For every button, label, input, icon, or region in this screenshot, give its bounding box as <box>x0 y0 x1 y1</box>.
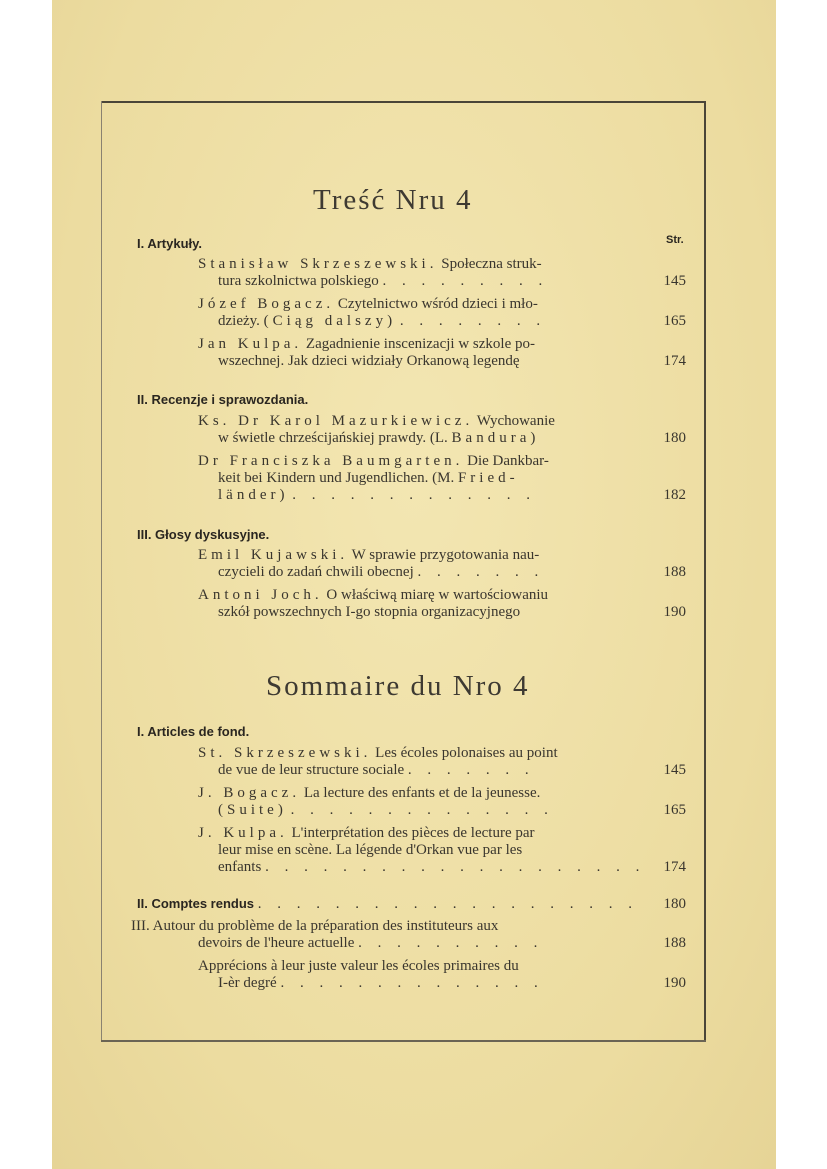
entry-author: Dr Franciszka Baumgarten. <box>198 453 464 469</box>
entry-page-number: 190 <box>663 604 686 620</box>
entry-line <box>198 453 549 470</box>
entry-page-number: 174 <box>663 859 686 875</box>
entry-page-number: 165 <box>663 802 686 818</box>
entry-line <box>218 430 539 447</box>
entry-author: J. Bogacz. <box>198 785 301 801</box>
entry-line: I-èr degré . . . . . . . . . . . . . . <box>218 975 544 991</box>
page-column-label: Str. <box>666 234 684 246</box>
entry-title: Czytelnictwo wśród dzieci i mło- <box>337 296 538 312</box>
entry-title: O właściwą miarę w wartościowaniu <box>326 587 549 603</box>
entry-line <box>218 470 519 487</box>
entry-line <box>198 413 555 430</box>
entry-line: czycieli do zadań chwili obecnej . . . . . . . <box>218 564 545 580</box>
entry-author: J. Kulpa. <box>198 825 288 841</box>
entry-author: Stanisław Skrzeszewski. <box>198 256 438 272</box>
entry-title: Apprécions à leur juste valeur les écoles primaires du <box>198 958 519 974</box>
entry-page-number: 174 <box>663 353 686 369</box>
entry-line: de vue de leur structure sociale . . . . . . . <box>218 762 535 778</box>
section-heading-articles-fr: I. Articles de fond. <box>137 724 250 739</box>
section-heading-reviews-fr: II. Comptes rendus <box>137 896 255 911</box>
entry-page-number: 188 <box>663 564 686 580</box>
section-heading-discussion-fr: III. Autour du problème de la préparation des instituteurs aux <box>131 918 499 934</box>
entry-line <box>198 745 558 762</box>
entry-page-number: 165 <box>663 313 686 329</box>
section-heading-reviews: II. Recenzje i sprawozdania. <box>137 392 309 407</box>
entry-author: Jan Kulpa. <box>198 336 303 352</box>
entry-title-cont: w świetle chrześcijańskiej prawdy. (L. <box>218 430 448 446</box>
entry-line <box>198 587 548 604</box>
entry-line: devoirs de l'heure actuelle . . . . . . . . . . <box>198 935 544 951</box>
entry-line <box>198 336 535 353</box>
entry-title: La lecture des enfants et de la jeunesse. <box>303 785 541 801</box>
entry-title: L'interprétation des pièces de lecture par <box>291 825 535 841</box>
section-heading-articles: I. Artykuły. <box>137 236 203 251</box>
entry-page-number: 145 <box>663 273 686 289</box>
frame-border-right <box>704 101 706 1041</box>
entry-reviewer: Bandura) <box>451 430 540 446</box>
entry-title-cont: de vue de leur structure sociale <box>218 762 405 778</box>
entry-line: tura szkolnictwa polskiego . . . . . . . . . <box>218 273 549 289</box>
entry-line <box>198 256 542 273</box>
entry-line: dzieży. (Ciąg dalszy) . . . . . . . . <box>218 313 547 329</box>
entry-page-number: 180 <box>663 430 686 446</box>
entry-reviewer-cont: länder) <box>218 487 289 503</box>
entry-title-cont: I-èr degré <box>218 975 277 991</box>
entry-reviewer: Fried- <box>457 470 519 486</box>
entry-line: II. Comptes rendus . . . . . . . . . . . . . . . . . . . . <box>137 896 639 912</box>
entry-title-cont: devoirs de l'heure actuelle <box>198 935 355 951</box>
frame-border-bottom <box>101 1040 706 1042</box>
entry-title-cont: czycieli do zadań chwili obecnej <box>218 564 414 580</box>
entry-title: Les écoles polonaises au point <box>375 745 558 761</box>
contents-title-french: Sommaire du Nro 4 <box>266 670 530 702</box>
entry-line: länder) . . . . . . . . . . . . . <box>218 487 536 503</box>
entry-title-cont: tura szkolnictwa polskiego <box>218 273 379 289</box>
frame-border-left <box>101 101 102 1041</box>
entry-title-cont: keit bei Kindern und Jugendlichen. (M. <box>218 470 455 486</box>
entry-title: Die Dankbar- <box>467 453 549 469</box>
entry-note: (Suite) <box>218 802 287 818</box>
entry-line: enfants . . . . . . . . . . . . . . . . . . . . <box>218 859 646 875</box>
entry-title-cont: wszechnej. Jak dzieci widziały Orkanową legendę <box>218 353 520 369</box>
entry-page-number: 188 <box>663 935 686 951</box>
section-heading-discussion: III. Głosy dyskusyjne. <box>137 527 270 542</box>
entry-title-cont: leur mise en scène. La légende d'Orkan vue par les <box>218 842 523 858</box>
entry-line <box>198 547 539 564</box>
entry-title: W sprawie przygotowania nau- <box>351 547 540 563</box>
entry-line <box>198 296 538 313</box>
entry-author: Emil Kujawski. <box>198 547 349 563</box>
entry-line: (Suite) . . . . . . . . . . . . . . <box>218 802 554 818</box>
entry-page-number: 190 <box>663 975 686 991</box>
entry-author: Józef Bogacz. <box>198 296 335 312</box>
entry-author: Antoni Joch. <box>198 587 323 603</box>
entry-title: Społeczna struk- <box>441 256 542 272</box>
entry-page-number: 145 <box>663 762 686 778</box>
entry-title-cont: enfants <box>218 859 262 875</box>
entry-page-number: 182 <box>663 487 686 503</box>
entry-title-cont: szkół powszechnych I-go stopnia organizacyjnego <box>218 604 521 620</box>
entry-title: Zagadnienie inscenizacji w szkole po- <box>305 336 535 352</box>
entry-note: (Ciąg dalszy) <box>263 313 397 329</box>
entry-page-number: 180 <box>663 896 686 912</box>
entry-title-cont: dzieży. <box>218 313 260 329</box>
frame-border-top <box>101 101 706 103</box>
contents-title-polish: Treść Nru 4 <box>313 184 473 216</box>
book-page <box>52 0 776 1169</box>
entry-author: St. Skrzeszewski. <box>198 745 372 761</box>
entry-title: Wychowanie <box>476 413 555 429</box>
entry-line <box>198 825 535 842</box>
entry-author: Ks. Dr Karol Mazurkiewicz. <box>198 413 474 429</box>
entry-line <box>198 785 540 802</box>
